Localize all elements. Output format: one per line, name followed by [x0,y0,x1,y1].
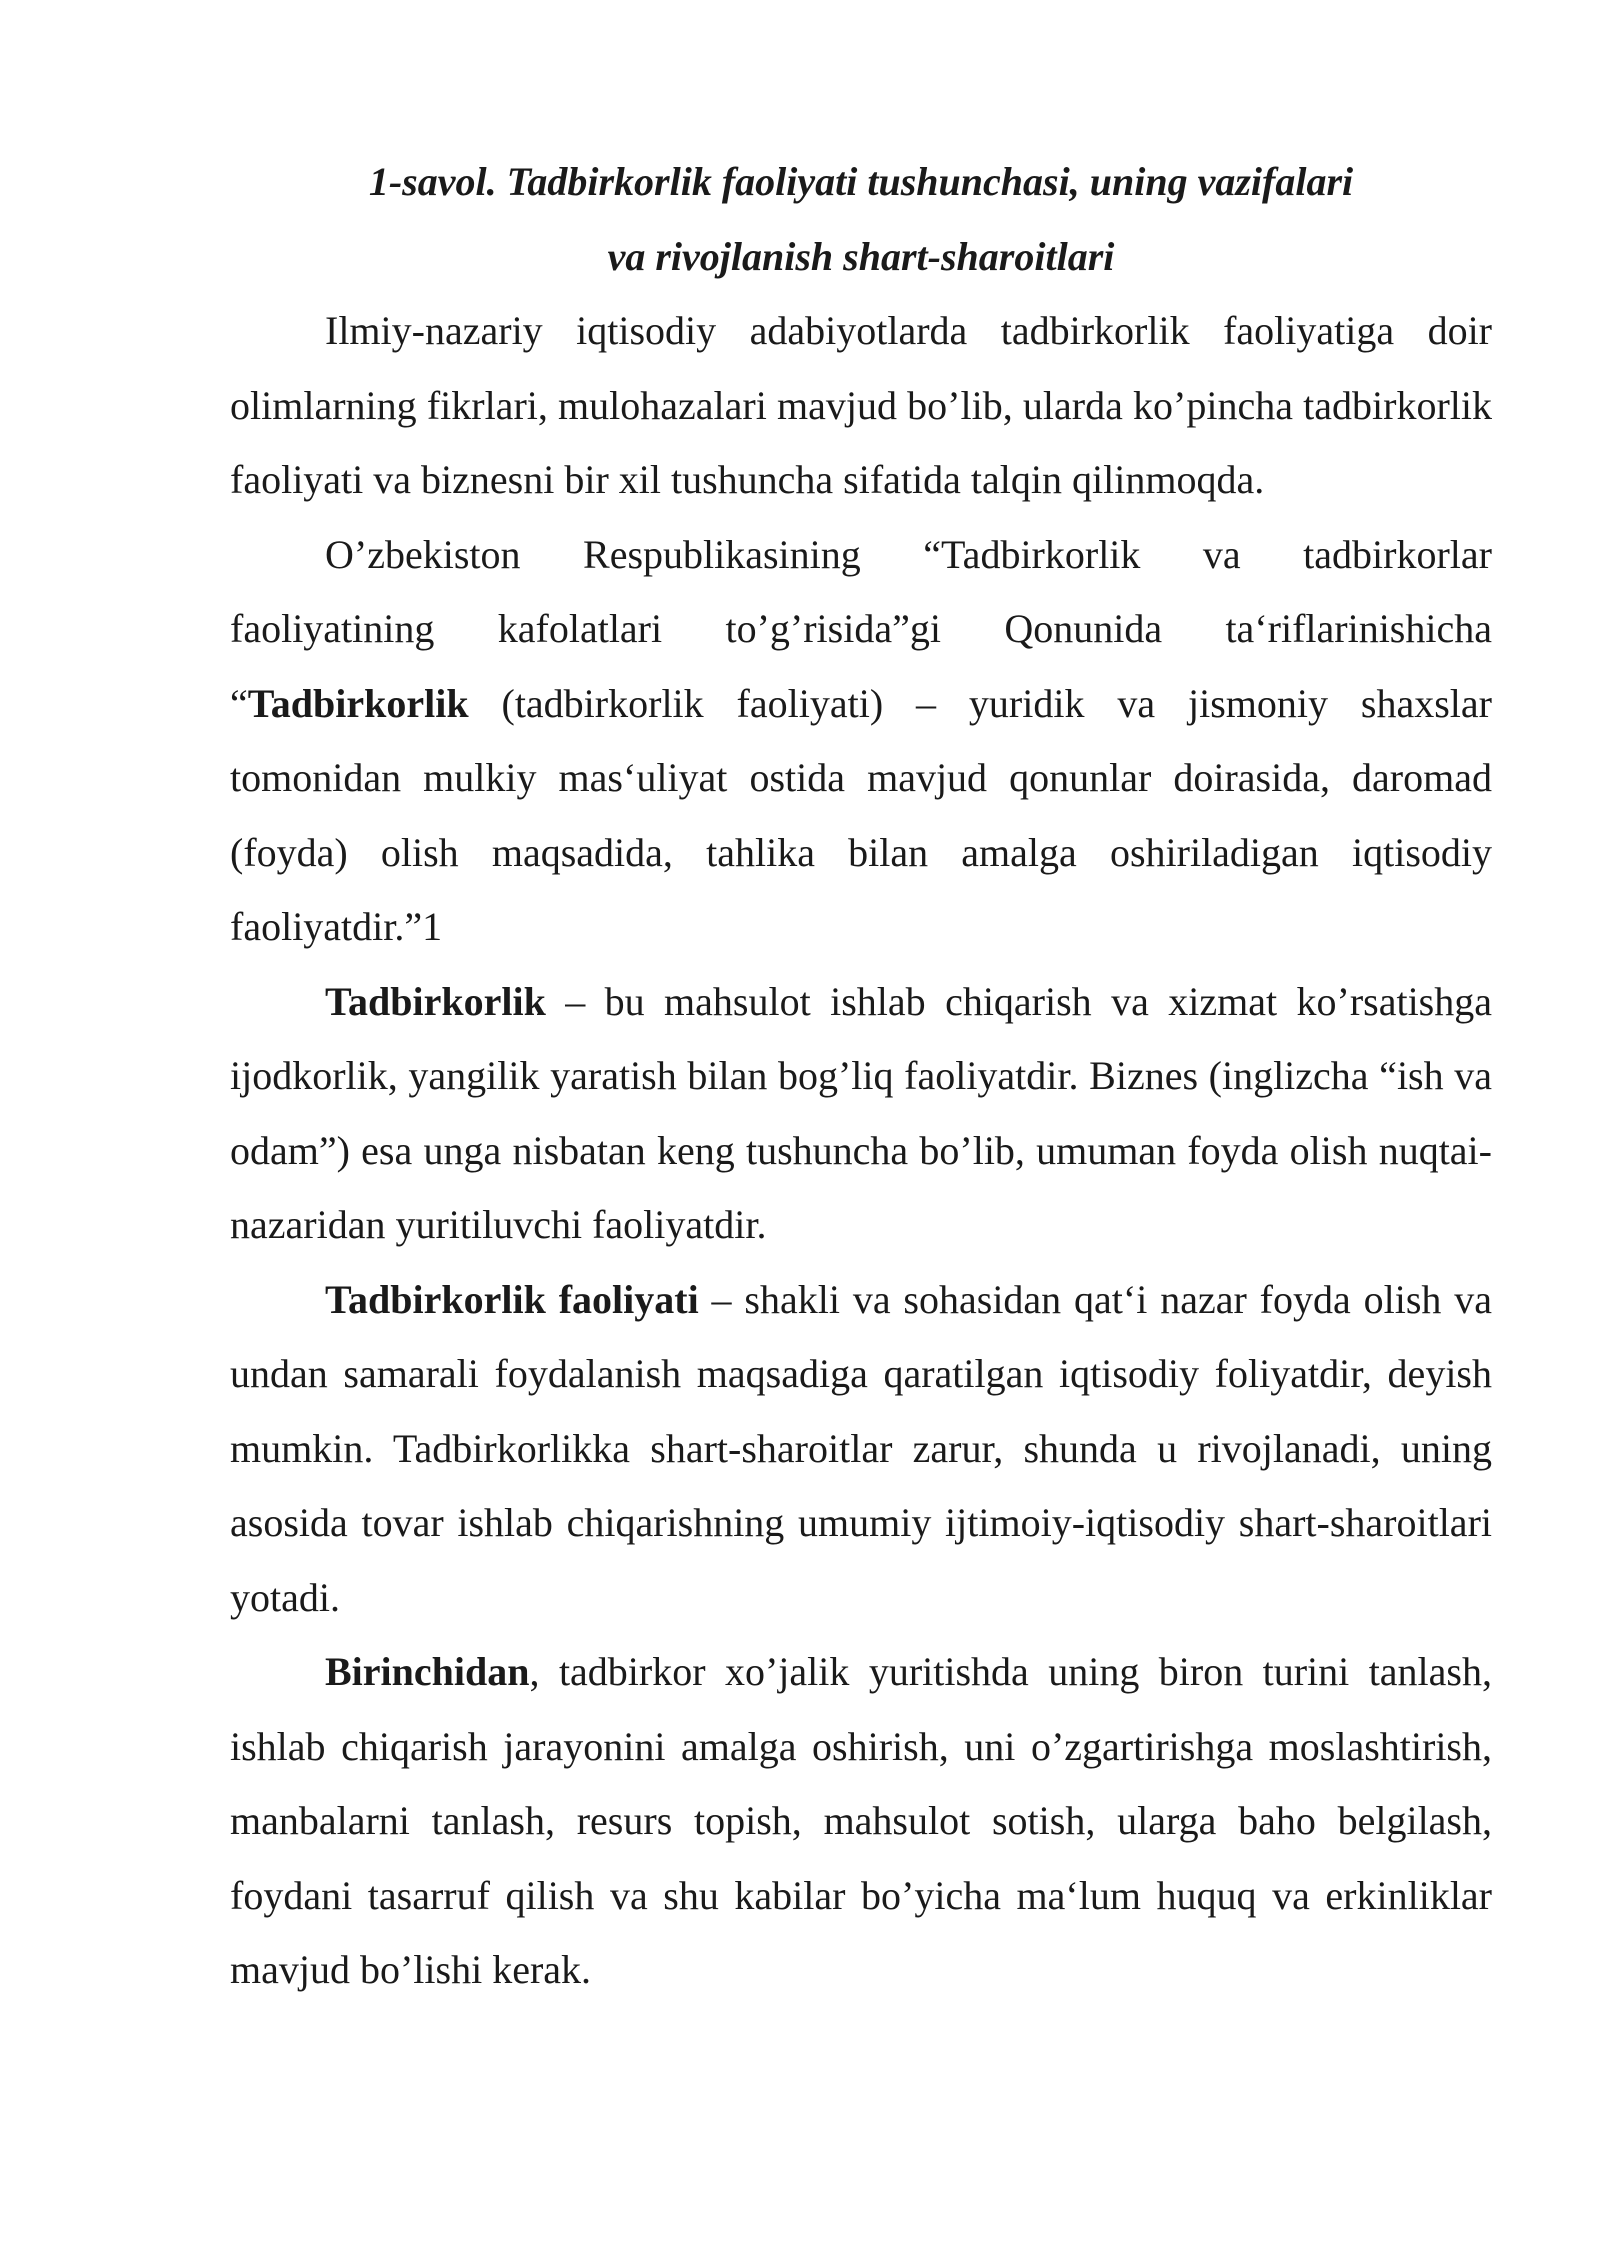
paragraph-2-text-before: O’zbekiston Respublikasining “Tadbirkorlik va tadbirkorlar faoliyatining kafolatlari to’g’risida”gi Qonunida ta‘riflarinishicha “ [230,531,1492,726]
paragraph-4-text: – shakli va sohasidan qat‘i nazar foyda olish va undan samarali foydalanish maqsadiga qaratilgan iqtisodiy foliyatdir, deyish mumkin. Tadbirkorlikka shart-sharoitlar zarur, shunda u rivojlanadi, uning asosida tovar ishlab chiqarishning umumiy ijtimoiy-iqtisodiy shart-sharoitlari yotadi. [230,1276,1492,1620]
paragraph-2-term: Tadbirkorlik [247,680,469,726]
paragraph-2-text-after: (tadbirkorlik faoliyati) – yuridik va jismoniy shaxslar tomonidan mulkiy mas‘uliyat ostida mavjud qonunlar doirasida, daromad (foyda) olish maqsadida, tahlika bilan amalga oshiriladigan iqtisodiy faoliyatdir.”1 [230,680,1492,949]
heading-line-2: va rivojlanish shart-sharoitlari [607,233,1115,279]
paragraph-1-text: Ilmiy-nazariy iqtisodiy adabiyotlarda tadbirkorlik faoliyatiga doir olimlarning fikrlari, mulohazalari mavjud bo’lib, ularda ko’pincha tadbirkorlik faoliyati va biznesni bir xil tushuncha sifatida talqin qilinmoqda. [230,308,1492,502]
paragraph-1 [230,294,1492,518]
paragraph-4 [230,1263,1492,1636]
paragraph-3 [230,965,1492,1263]
document-page [230,145,1492,2008]
paragraph-4-term: Tadbirkorlik faoliyati [325,1276,699,1322]
paragraph-2 [230,518,1492,965]
paragraph-3-term: Tadbirkorlik [325,978,546,1024]
paragraph-5 [230,1635,1492,2008]
paragraph-5-text: , tadbirkor xo’jalik yuritishda uning biron turini tanlash, ishlab chiqarish jarayonini amalga oshirish, uni o’zgartirishga moslashtirish, manbalarni tanlash, resurs topish, mahsulot sotish, ularga baho belgilash, foydani tasarruf qilish va shu kabilar bo’yicha ma‘lum huquq va erkinliklar mavjud bo’lishi kerak. [230,1649,1492,1992]
section-heading [230,145,1492,294]
paragraph-5-term: Birinchidan [325,1649,530,1694]
heading-line-1: 1-savol. Tadbirkorlik faoliyati tushunchasi, uning vazifalari [368,159,1354,204]
paragraph-3-text: – bu mahsulot ishlab chiqarish va xizmat ko’rsatishga ijodkorlik, yangilik yaratish bilan bog’liq faoliyatdir. Biznes (inglizcha “ish va odam”) esa unga nisbatan keng tushuncha bo’lib, umuman foyda olish nuqtai-nazaridan yuritiluvchi faoliyatdir. [230,978,1492,1247]
